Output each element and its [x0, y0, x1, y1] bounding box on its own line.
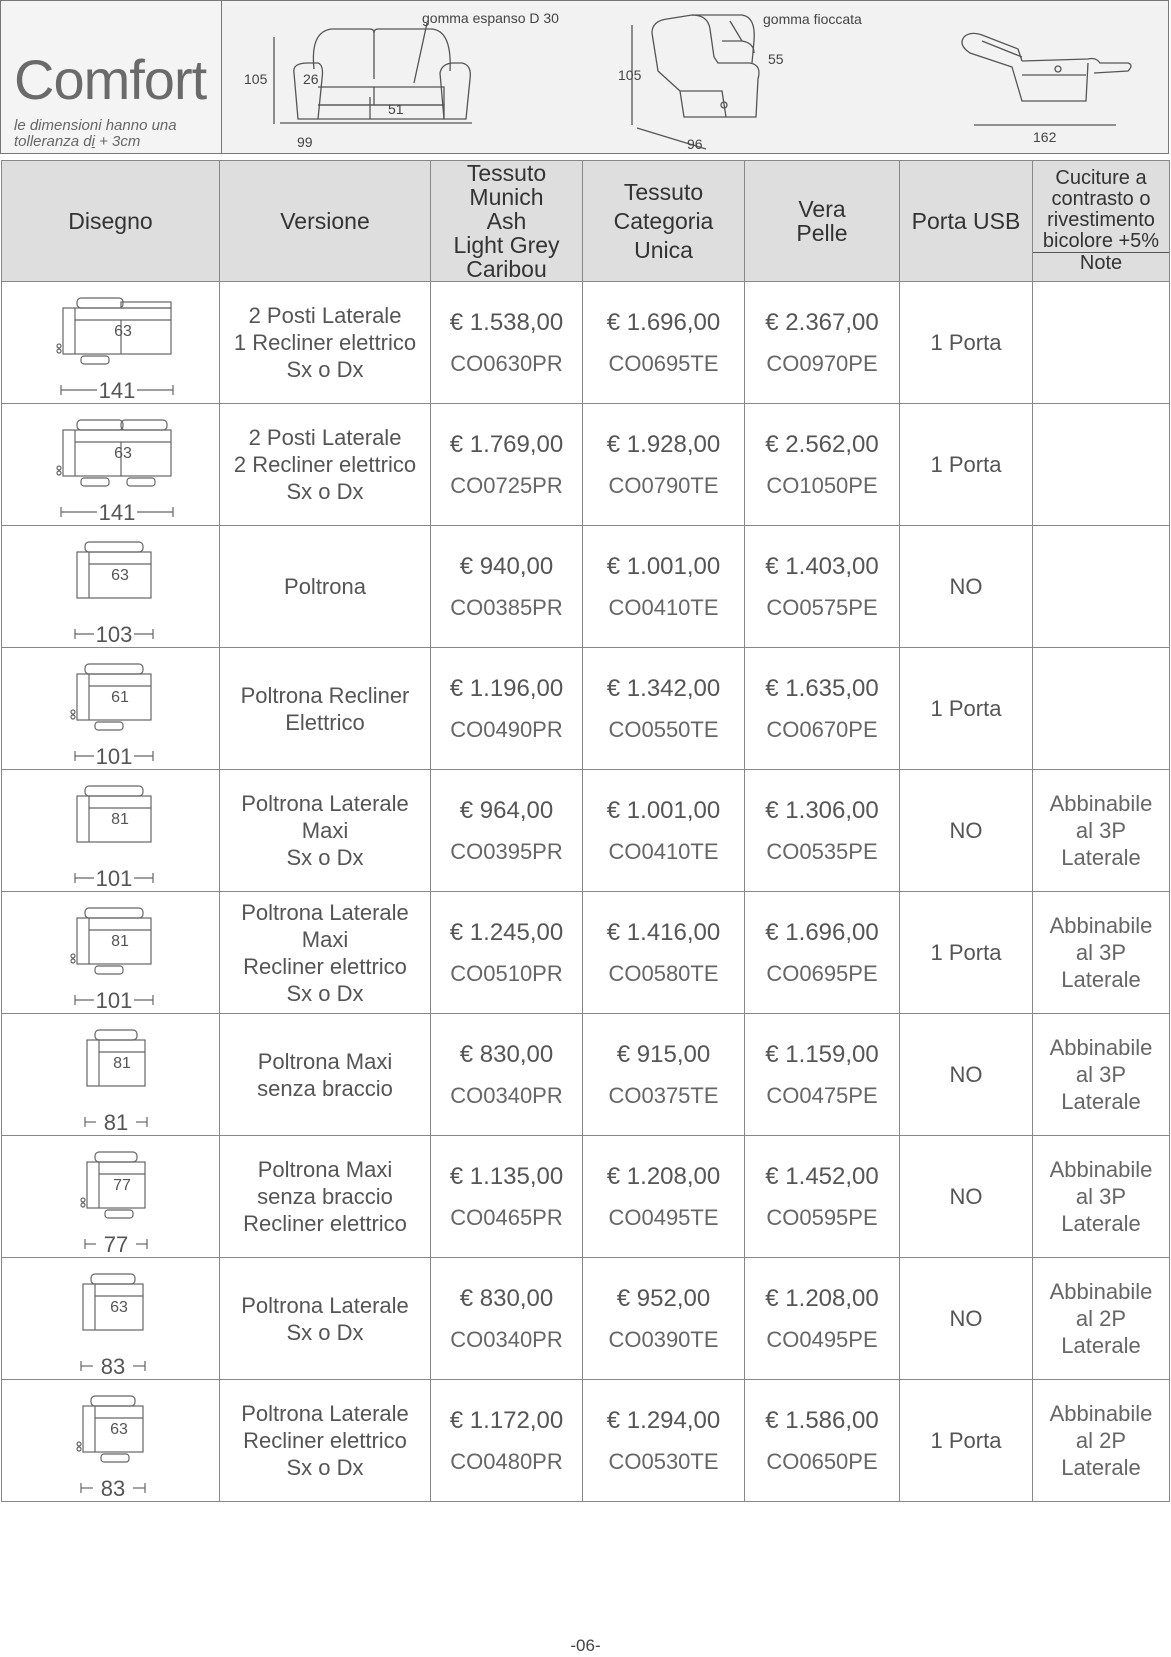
- version-line: Poltrona Laterale: [241, 791, 409, 816]
- tolerance-note-line2-underlined: i: [91, 133, 95, 150]
- price-value: € 1.538,00: [449, 308, 564, 336]
- module-drawing: [11, 406, 211, 524]
- price-value: € 1.196,00: [449, 674, 564, 702]
- price-value: € 1.635,00: [765, 674, 879, 702]
- table-row: [2, 648, 1170, 770]
- pelle-price-cell: [745, 770, 900, 892]
- price-value: € 1.001,00: [606, 552, 721, 580]
- module-depth-label: 63: [113, 322, 132, 340]
- note-line: Abbinabile: [1049, 1157, 1153, 1182]
- usb-cell: [900, 404, 1033, 526]
- version-cell: [220, 404, 431, 526]
- article-code: CO0375TE: [608, 1082, 719, 1108]
- note-line: Laterale: [1061, 967, 1141, 992]
- module-drawing: [11, 284, 211, 402]
- article-code: CO0535PE: [766, 838, 878, 864]
- munich-price-cell: [431, 770, 583, 892]
- munich-price-cell: [431, 1136, 583, 1258]
- version-line: senza braccio: [257, 1075, 393, 1101]
- header-categoria-line2: Categoria: [613, 207, 714, 234]
- price-value: € 830,00: [459, 1284, 554, 1312]
- version-line: Poltrona Laterale: [241, 899, 409, 925]
- sofa-seat-height-label: 26: [303, 71, 319, 87]
- header-pelle: [745, 161, 900, 282]
- version-line: Recliner elettrico: [243, 1428, 407, 1453]
- article-code: CO0480PR: [450, 1448, 563, 1474]
- article-code: CO0490PR: [450, 716, 563, 742]
- price-value: € 1.135,00: [449, 1162, 564, 1190]
- price-value: € 830,00: [459, 1040, 554, 1068]
- article-code: CO0695TE: [608, 350, 719, 376]
- note-cell: [1033, 1014, 1170, 1136]
- usb-value: 1 Porta: [930, 451, 1002, 477]
- note-line: Abbinabile: [1049, 1035, 1153, 1060]
- article-code: CO0510PR: [450, 960, 563, 986]
- tolerance-note-line1: le dimensioni hanno una: [14, 117, 177, 134]
- usb-value: 1 Porta: [930, 695, 1002, 721]
- version-line: senza braccio: [257, 1184, 393, 1209]
- version-line: Sx o Dx: [286, 1319, 364, 1345]
- drawing-cell: [2, 1258, 220, 1380]
- side-depth-label: 96: [687, 136, 703, 152]
- price-table: [1, 160, 1170, 1502]
- version-cell: [220, 526, 431, 648]
- note-cell: [1033, 892, 1170, 1014]
- table-row: [2, 1258, 1170, 1380]
- pelle-price-cell: [745, 648, 900, 770]
- price-value: € 1.769,00: [449, 430, 564, 458]
- article-code: CO0650PE: [766, 1448, 878, 1474]
- side-height-label: 105: [618, 67, 642, 83]
- version-line: Maxi: [301, 926, 349, 952]
- drawing-cell: [2, 282, 220, 404]
- article-code: CO0580TE: [608, 960, 719, 986]
- header-note-line4: bicolore +5%: [1033, 231, 1169, 253]
- article-code: CO0970PE: [766, 350, 878, 376]
- price-value: € 952,00: [616, 1284, 711, 1312]
- module-width-label: 83: [100, 1475, 125, 1500]
- usb-value: NO: [949, 1183, 983, 1209]
- note-line: Laterale: [1061, 1333, 1141, 1358]
- pelle-price-cell: [745, 526, 900, 648]
- header-munich-line4: Caribou: [466, 256, 547, 282]
- table-row: [2, 404, 1170, 526]
- article-code: CO0475PE: [766, 1082, 878, 1108]
- foam-d30-label: gomma espanso D 30: [422, 10, 559, 26]
- price-value: € 2.562,00: [765, 430, 879, 458]
- pelle-price-cell: [745, 1258, 900, 1380]
- table-row: [2, 892, 1170, 1014]
- module-width-label: 103: [95, 621, 132, 646]
- categoria-price-cell: [583, 282, 745, 404]
- usb-cell: [900, 1014, 1033, 1136]
- usb-cell: [900, 770, 1033, 892]
- note-cell: [1033, 770, 1170, 892]
- version-line: Sx o Dx: [286, 479, 364, 504]
- price-value: € 1.342,00: [606, 674, 721, 702]
- note-line: Abbinabile: [1049, 1401, 1153, 1426]
- price-value: € 1.928,00: [606, 430, 721, 458]
- price-value: € 1.586,00: [765, 1406, 879, 1434]
- table-row: [2, 526, 1170, 648]
- note-line: Laterale: [1061, 1211, 1141, 1236]
- version-line: 2 Posti Laterale: [248, 303, 402, 328]
- module-depth-label: 81: [110, 932, 129, 950]
- article-code: CO0410TE: [608, 838, 719, 864]
- price-value: € 1.172,00: [449, 1406, 564, 1434]
- table-body: [2, 282, 1170, 1502]
- header-munich: [431, 161, 583, 282]
- note-line: Laterale: [1061, 1455, 1141, 1480]
- price-value: € 940,00: [459, 552, 554, 580]
- version-cell: [220, 648, 431, 770]
- article-code: CO0790TE: [608, 472, 719, 498]
- article-code: CO0340PR: [450, 1326, 563, 1352]
- module-drawing: [11, 650, 211, 768]
- header-munich-line1: Tessuto Munich: [466, 160, 547, 210]
- version-cell: [220, 1258, 431, 1380]
- module-width-label: 81: [103, 1109, 128, 1134]
- price-value: € 1.696,00: [606, 308, 721, 336]
- price-value: € 1.208,00: [606, 1162, 721, 1190]
- article-code: CO0595PE: [766, 1204, 878, 1230]
- categoria-price-cell: [583, 1136, 745, 1258]
- version-line: Sx o Dx: [286, 1455, 364, 1480]
- module-width-label: 141: [98, 377, 135, 402]
- header-note-line2: contrasto o: [1051, 188, 1151, 210]
- note-cell: [1033, 282, 1170, 404]
- version-cell: [220, 1380, 431, 1502]
- usb-value: 1 Porta: [930, 329, 1002, 355]
- sofa-seat-depth-label: 51: [388, 101, 404, 117]
- article-code: CO0575PE: [766, 594, 878, 620]
- version-cell: [220, 282, 431, 404]
- price-value: € 1.294,00: [606, 1406, 721, 1434]
- article-code: CO0630PR: [450, 350, 563, 376]
- module-width-label: 101: [95, 987, 132, 1012]
- version-line: Poltrona: [284, 574, 366, 599]
- header-pelle-line2: Pelle: [796, 220, 848, 246]
- header-versione: Versione: [220, 161, 431, 282]
- usb-cell: [900, 892, 1033, 1014]
- usb-cell: [900, 1136, 1033, 1258]
- module-drawing: [11, 1260, 211, 1378]
- side-arm-label: 55: [768, 51, 784, 67]
- header-categoria: [583, 161, 745, 282]
- usb-cell: [900, 526, 1033, 648]
- version-line: Sx o Dx: [286, 980, 364, 1006]
- usb-value: NO: [949, 1305, 983, 1331]
- note-cell: [1033, 404, 1170, 526]
- version-line: Poltrona Laterale: [241, 1401, 409, 1426]
- header-disegno: Disegno: [2, 161, 220, 282]
- munich-price-cell: [431, 282, 583, 404]
- price-value: € 1.696,00: [765, 918, 879, 946]
- article-code: CO0340PR: [450, 1082, 563, 1108]
- module-depth-label: 77: [112, 1176, 131, 1194]
- module-drawing: [11, 1016, 211, 1134]
- module-depth-label: 63: [109, 1420, 128, 1438]
- module-width-label: 83: [100, 1353, 125, 1378]
- article-code: CO0465PR: [450, 1204, 563, 1230]
- version-line: 2 Recliner elettrico: [233, 452, 417, 477]
- article-code: CO1050PE: [766, 472, 878, 498]
- version-cell: [220, 770, 431, 892]
- note-cell: [1033, 1380, 1170, 1502]
- note-line: al 3P: [1075, 818, 1127, 843]
- article-code: CO0530TE: [608, 1448, 719, 1474]
- article-code: CO0410TE: [608, 594, 719, 620]
- note-line: al 2P: [1075, 1306, 1127, 1331]
- categoria-price-cell: [583, 404, 745, 526]
- module-width-label: 77: [103, 1231, 128, 1256]
- usb-cell: [900, 282, 1033, 404]
- note-line: Laterale: [1061, 845, 1141, 870]
- header-categoria-line3: Unica: [634, 236, 693, 263]
- munich-price-cell: [431, 892, 583, 1014]
- usb-value: NO: [949, 573, 983, 599]
- note-cell: [1033, 1258, 1170, 1380]
- version-line: Poltrona Recliner: [240, 682, 410, 708]
- version-cell: [220, 1014, 431, 1136]
- usb-cell: [900, 648, 1033, 770]
- drawing-cell: [2, 648, 220, 770]
- usb-cell: [900, 1380, 1033, 1502]
- header-pelle-line1: Vera: [798, 196, 846, 222]
- price-value: € 915,00: [616, 1040, 711, 1068]
- tolerance-note-line2-prefix: tolleranza d: [14, 133, 92, 150]
- categoria-price-cell: [583, 648, 745, 770]
- note-line: Abbinabile: [1049, 913, 1153, 938]
- sofa-height-label: 105: [244, 71, 268, 87]
- version-cell: [220, 1136, 431, 1258]
- price-value: € 1.159,00: [765, 1040, 879, 1068]
- tolerance-note: [14, 118, 214, 150]
- sofa-width-label: 99: [297, 134, 313, 150]
- version-line: Poltrona Maxi: [257, 1048, 393, 1074]
- brand-block: [1, 1, 222, 153]
- header-note-line5: Note: [1079, 252, 1123, 274]
- version-line: Sx o Dx: [286, 845, 364, 870]
- article-code: CO0725PR: [450, 472, 563, 498]
- header-band: [0, 0, 1169, 154]
- price-value: € 1.416,00: [606, 918, 721, 946]
- munich-price-cell: [431, 1380, 583, 1502]
- munich-price-cell: [431, 1258, 583, 1380]
- module-width-label: 141: [98, 499, 135, 524]
- munich-price-cell: [431, 526, 583, 648]
- article-code: CO0670PE: [766, 716, 878, 742]
- page-number: -06-: [570, 1636, 601, 1655]
- munich-price-cell: [431, 404, 583, 526]
- pelle-price-cell: [745, 1136, 900, 1258]
- version-line: 1 Recliner elettrico: [233, 330, 417, 355]
- note-line: al 3P: [1075, 1062, 1127, 1087]
- table-row: [2, 1014, 1170, 1136]
- drawing-cell: [2, 1136, 220, 1258]
- fiber-foam-label: gomma fioccata: [763, 11, 862, 27]
- usb-value: NO: [949, 817, 983, 843]
- note-cell: [1033, 648, 1170, 770]
- article-code: CO0390TE: [608, 1326, 719, 1352]
- article-code: CO0495PE: [766, 1326, 878, 1352]
- article-code: CO0385PR: [450, 594, 563, 620]
- munich-price-cell: [431, 1014, 583, 1136]
- pelle-price-cell: [745, 282, 900, 404]
- module-drawing: [11, 1138, 211, 1256]
- usb-value: 1 Porta: [930, 939, 1002, 965]
- table-header-row: [2, 161, 1170, 282]
- version-line: Poltrona Maxi: [257, 1157, 393, 1182]
- version-line: Elettrico: [285, 709, 365, 735]
- price-value: € 1.245,00: [449, 918, 564, 946]
- sofa-diagrams: [222, 1, 1168, 153]
- note-line: al 3P: [1075, 940, 1127, 965]
- drawing-cell: [2, 770, 220, 892]
- module-width-label: 101: [95, 865, 132, 890]
- note-cell: [1033, 1136, 1170, 1258]
- drawing-cell: [2, 892, 220, 1014]
- tolerance-note-line2-suffix: + 3cm: [94, 133, 141, 150]
- recliner-extended-illustration: [222, 1, 1168, 153]
- module-drawing: [11, 1382, 211, 1500]
- header-usb: Porta USB: [900, 161, 1033, 282]
- article-code: CO0695PE: [766, 960, 878, 986]
- price-value: € 1.001,00: [606, 796, 721, 824]
- pelle-price-cell: [745, 1380, 900, 1502]
- drawing-cell: [2, 1014, 220, 1136]
- categoria-price-cell: [583, 1014, 745, 1136]
- note-line: al 2P: [1075, 1428, 1127, 1453]
- usb-cell: [900, 1258, 1033, 1380]
- header-note: [1033, 161, 1170, 282]
- pelle-price-cell: [745, 404, 900, 526]
- table-row: [2, 282, 1170, 404]
- version-line: Recliner elettrico: [243, 1211, 407, 1236]
- drawing-cell: [2, 1380, 220, 1502]
- header-munich-line3: Light Grey: [453, 232, 560, 258]
- article-code: CO0495TE: [608, 1204, 719, 1230]
- price-value: € 1.208,00: [765, 1284, 879, 1312]
- version-line: Recliner elettrico: [243, 953, 407, 979]
- price-value: € 1.403,00: [765, 552, 879, 580]
- module-width-label: 101: [95, 743, 132, 768]
- price-value: € 1.452,00: [765, 1162, 879, 1190]
- price-value: € 1.306,00: [765, 796, 879, 824]
- pelle-price-cell: [745, 892, 900, 1014]
- article-code: CO0395PR: [450, 838, 563, 864]
- article-code: CO0550TE: [608, 716, 719, 742]
- version-cell: [220, 892, 431, 1014]
- price-value: € 964,00: [459, 796, 554, 824]
- table-row: [2, 1380, 1170, 1502]
- module-drawing: [11, 894, 211, 1012]
- header-note-line3: rivestimento: [1047, 209, 1155, 231]
- note-cell: [1033, 526, 1170, 648]
- module-depth-label: 81: [112, 1054, 131, 1072]
- version-line: Sx o Dx: [286, 357, 364, 382]
- categoria-price-cell: [583, 1258, 745, 1380]
- table-row: [2, 770, 1170, 892]
- module-depth-label: 63: [109, 1298, 128, 1316]
- drawing-cell: [2, 526, 220, 648]
- brand-title: Comfort: [14, 48, 207, 111]
- module-depth-label: 63: [113, 444, 132, 462]
- version-line: Poltrona Laterale: [241, 1292, 409, 1318]
- categoria-price-cell: [583, 526, 745, 648]
- header-munich-line2: Ash: [486, 208, 527, 234]
- pelle-price-cell: [745, 1014, 900, 1136]
- note-line: Laterale: [1061, 1089, 1141, 1114]
- munich-price-cell: [431, 648, 583, 770]
- note-line: Abbinabile: [1049, 791, 1153, 816]
- module-depth-label: 81: [110, 810, 129, 828]
- categoria-price-cell: [583, 892, 745, 1014]
- note-line: Abbinabile: [1049, 1279, 1153, 1304]
- table-row: [2, 1136, 1170, 1258]
- usb-value: 1 Porta: [930, 1427, 1002, 1453]
- usb-value: NO: [949, 1061, 983, 1087]
- module-depth-label: 61: [110, 688, 129, 706]
- note-line: al 3P: [1075, 1184, 1127, 1209]
- version-line: 2 Posti Laterale: [248, 425, 402, 450]
- header-categoria-line1: Tessuto: [623, 178, 704, 205]
- drawing-cell: [2, 404, 220, 526]
- recliner-length-label: 162: [1033, 129, 1057, 145]
- categoria-price-cell: [583, 770, 745, 892]
- version-line: Maxi: [301, 818, 349, 843]
- module-drawing: [11, 772, 211, 890]
- price-value: € 2.367,00: [765, 308, 879, 336]
- categoria-price-cell: [583, 1380, 745, 1502]
- header-note-line1: Cuciture a: [1055, 167, 1147, 189]
- module-drawing: [11, 528, 211, 646]
- module-depth-label: 63: [110, 566, 129, 584]
